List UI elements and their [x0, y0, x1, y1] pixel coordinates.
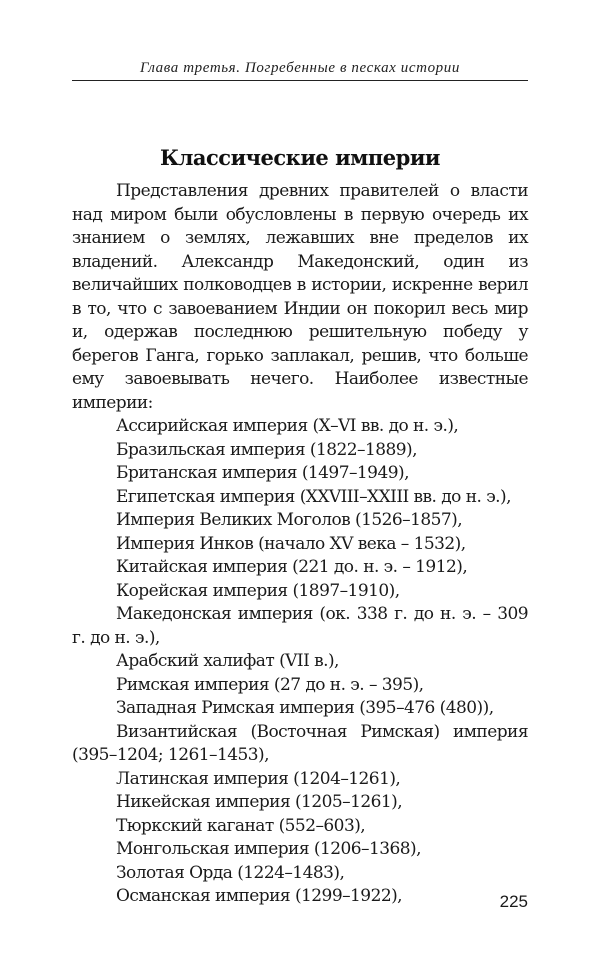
- header-rule: [72, 80, 528, 81]
- list-item: Египетская империя (XXVIII–XXIII вв. до н. э.),: [116, 486, 511, 507]
- running-head: Глава третья. Погребенные в песках истории: [140, 60, 460, 76]
- list-item: Западная Римская империя (395–476 (480)),: [116, 698, 494, 718]
- list-item: Британская империя (1497–1949),: [116, 463, 409, 483]
- list-item: Китайская империя (221 до. н. э. – 1912),: [116, 557, 468, 577]
- list-item: Османская империя (1299–1922),: [116, 886, 403, 906]
- list-item: Византийская (Восточная Римская) империя (395–1204; 1261–1453),: [72, 721, 528, 765]
- list-item: Империя Инков (начало XV века – 1532),: [116, 533, 466, 554]
- page-number: 225: [499, 892, 528, 911]
- list-item: Империя Великих Моголов (1526–1857),: [116, 510, 463, 530]
- intro-paragraph: Представления древних правителей о власти над миром были обусловлены в первую очередь их знанием о землях, лежавших вне пределов их владений. Александр Македонский, один из величайших полководцев в истории, искренне верил в то, что с завоеванием Индии он покорил весь мир и, одержав последнюю решительную победу у берегов Ганга, горько заплакал, решив, что больше ему завоевывать нечего. Наиболее известные империи:: [72, 181, 528, 413]
- list-item: Золотая Орда (1224–1483),: [116, 862, 345, 883]
- list-item: Монгольская империя (1206–1368),: [116, 839, 421, 859]
- list-item: Римская империя (27 до н. э. – 395),: [116, 674, 424, 695]
- list-item: Македонская империя (ок. 338 г. до н. э. – 309 г. до н. э.),: [72, 604, 528, 648]
- list-item: Арабский халифат (VII в.),: [116, 651, 339, 671]
- list-item: Бразильская империя (1822–1889),: [116, 439, 417, 460]
- body-text: [72, 180, 528, 909]
- list-item: Никейская империя (1205–1261),: [116, 792, 403, 812]
- list-item: Ассирийская империя (X–VI вв. до н. э.),: [116, 416, 459, 436]
- list-item: Латинская империя (1204–1261),: [116, 768, 401, 789]
- empire-list: [72, 415, 528, 909]
- section-title: Классические империи: [160, 145, 440, 171]
- list-item: Тюркский каганат (552–603),: [116, 815, 366, 836]
- list-item: Корейская империя (1897–1910),: [116, 580, 400, 601]
